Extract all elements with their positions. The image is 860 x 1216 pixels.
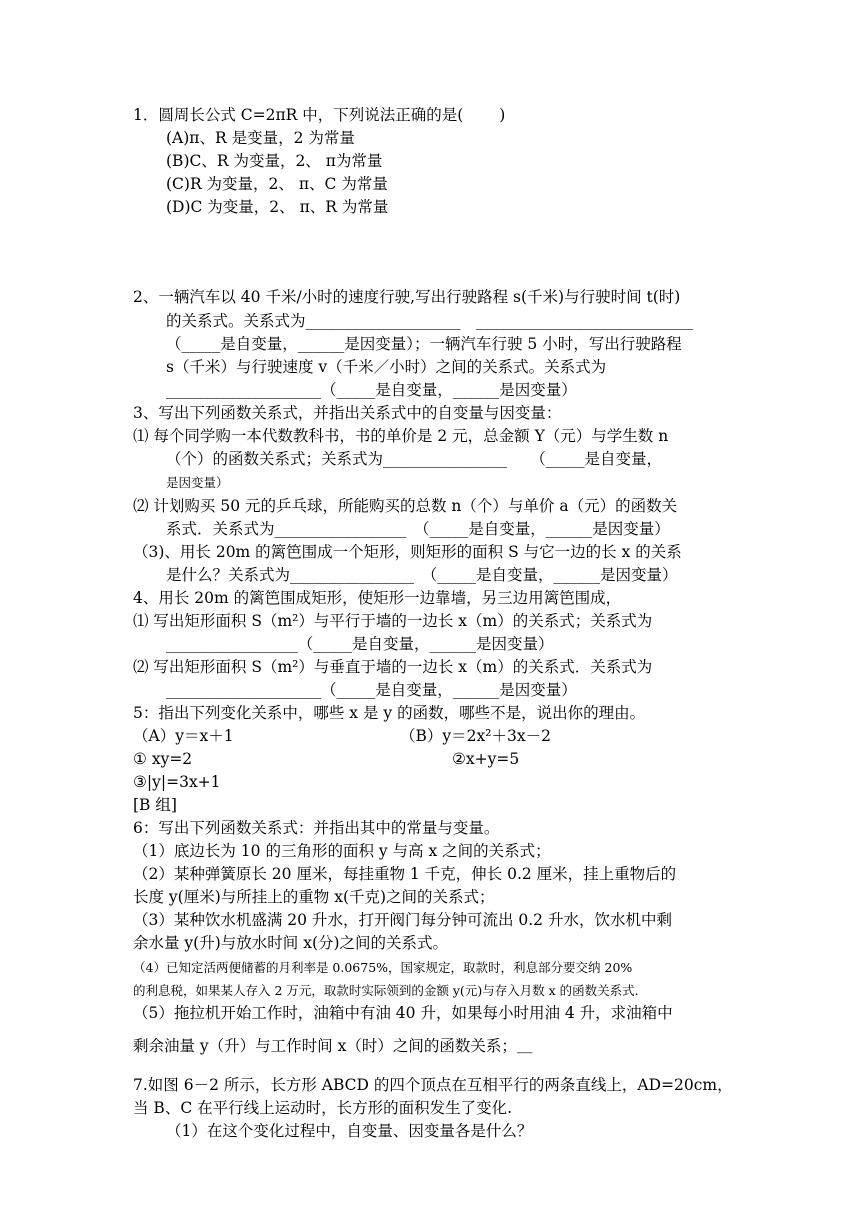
q7-line-2: 当 B、C 在平行线上运动时，长方形的面积发生了变化. bbox=[133, 1099, 513, 1117]
q2-line-4: s（千米）与行驶速度 v（千米／小时）之间的关系式。关系式为 bbox=[166, 358, 607, 376]
q6-part-5-line-2: 剩余油量 y（升）与工作时间 x（时）之间的函数关系；＿ bbox=[133, 1037, 533, 1055]
q5-stem: 5：指出下列变化关系中，哪些 x 是 y 的函数，哪些不是，说出你的理由。 bbox=[133, 704, 646, 722]
q2-line-1: 2、一辆汽车以 40 千米/小时的速度行驶,写出行驶路程 s(千米)与行驶时间 t(时) bbox=[133, 288, 681, 306]
q3-part-2-line-2: 系式．关系式为_________________ （_____是自变量，______是因变量） bbox=[166, 520, 670, 538]
q3-part-2-line-1: ⑵ 计划购买 50 元的乒乓球，所能购买的总数 n（个）与单价 a（元）的函数关 bbox=[133, 497, 678, 515]
q7-sub-question-1: （1）在这个变化过程中，自变量、因变量各是什么？ bbox=[166, 1122, 533, 1140]
q4-part-1-line-1: ⑴ 写出矩形面积 S（m²）与平行于墙的一边长 x（m）的关系式；关系式为 bbox=[133, 612, 653, 630]
group-b-heading: [B 组] bbox=[133, 796, 177, 814]
q3-part-3-line-1: （3)、用长 20m 的篱笆围成一个矩形，则矩形的面积 S 与它一边的长 x 的关系 bbox=[133, 543, 682, 561]
q6-stem: 6：写出下列函数关系式：并指出其中的常量与变量。 bbox=[133, 819, 500, 837]
q4-stem: 4、用长 20m 的篱笆围成矩形，使矩形一边靠墙，另三边用篱笆围成， bbox=[133, 589, 622, 607]
q4-part-2-line-2: ____________________（_____是自变量，______是因变量） bbox=[166, 681, 577, 699]
q3-part-3-line-2: 是什么？关系式为________________ （_____是自变量，______是因变量） bbox=[166, 566, 678, 584]
q3-part-1-line-2: （个）的函数关系式；关系式为________________ （_____是自变量， bbox=[166, 450, 663, 468]
q6-part-1: （1）底边长为 10 的三角形的面积 y 与高 x 之间的关系式； bbox=[133, 842, 551, 860]
q5-option-b: （B）y＝2x²＋3x－2 bbox=[400, 727, 551, 745]
q7-line-1: 7.如图 6－2 所示，长方形 ABCD 的四个顶点在互相平行的两条直线上，AD=20cm， bbox=[133, 1076, 733, 1094]
q6-part-3-line-2: 余水量 y(升)与放水时间 x(分)之间的关系式。 bbox=[133, 934, 449, 952]
q5-item-3: ③|y|=3x+1 bbox=[133, 773, 221, 791]
q2-line-3: （_____是自变量，______是因变量）；一辆汽车行驶 5 小时，写出行驶路程 bbox=[166, 335, 682, 353]
q6-part-4-line-2: 的利息税，如果某人存入 2 万元，取款时实际领到的金额 y(元)与存入月数 x 的函数关系式. bbox=[133, 983, 639, 998]
q5-option-a: （A）y＝x＋1 bbox=[133, 727, 234, 745]
q5-item-1: ① xy=2 bbox=[133, 750, 193, 768]
q1-option-d: (D)C 为变量，2、 π、R 为常量 bbox=[166, 198, 389, 216]
q6-part-4-line-1: （4）已知定活两便储蓄的月利率是 0.0675%，国家规定，取款时，利息部分要交纳 20% bbox=[133, 960, 633, 975]
q2-line-5: ____________________（_____是自变量，______是因变量） bbox=[166, 381, 577, 399]
q6-part-2-line-1: （2）某种弹簧原长 20 厘米，每挂重物 1 千克，伸长 0.2 厘米，挂上重物后的 bbox=[133, 865, 677, 883]
q4-part-1-line-2: _________________（_____是自变量，______是因变量） bbox=[166, 635, 554, 653]
q1-stem: 1．圆周长公式 C=2πR 中，下列说法正确的是( ) bbox=[133, 106, 506, 124]
q6-part-3-line-1: （3）某种饮水机盛满 20 升水，打开阀门每分钟可流出 0.2 升水，饮水机中剩 bbox=[133, 911, 672, 929]
q6-part-5-line-1: （5）拖拉机开始工作时，油箱中有油 40 升，如果每小时用油 4 升，求油箱中 bbox=[133, 1004, 673, 1022]
q1-option-b: (B)C、R 为变量，2、 π为常量 bbox=[166, 152, 383, 170]
q1-option-a: (A)π、R 是变量，2 为常量 bbox=[166, 129, 355, 147]
q2-line-2: 的关系式。关系式为____________________ ____________________________ bbox=[166, 312, 694, 330]
q4-part-2-line-1: ⑵ 写出矩形面积 S（m²）与垂直于墙的一边长 x（m）的关系式．关系式为 bbox=[133, 658, 653, 676]
q3-part-1-line-1: ⑴ 每个同学购一本代数教科书，书的单价是 2 元，总金额 Y（元）与学生数 n bbox=[133, 427, 669, 445]
q1-option-c: (C)R 为变量，2、 π、C 为常量 bbox=[166, 175, 388, 193]
q3-stem: 3、写出下列函数关系式，并指出关系式中的自变量与因变量： bbox=[133, 404, 562, 422]
q3-part-1-line-3: 是因变量） bbox=[166, 475, 229, 490]
q5-item-2: ②x+y=5 bbox=[452, 750, 520, 768]
q6-part-2-line-2: 长度 y(厘米)与所挂上的重物 x(千克)之间的关系式； bbox=[133, 888, 495, 906]
